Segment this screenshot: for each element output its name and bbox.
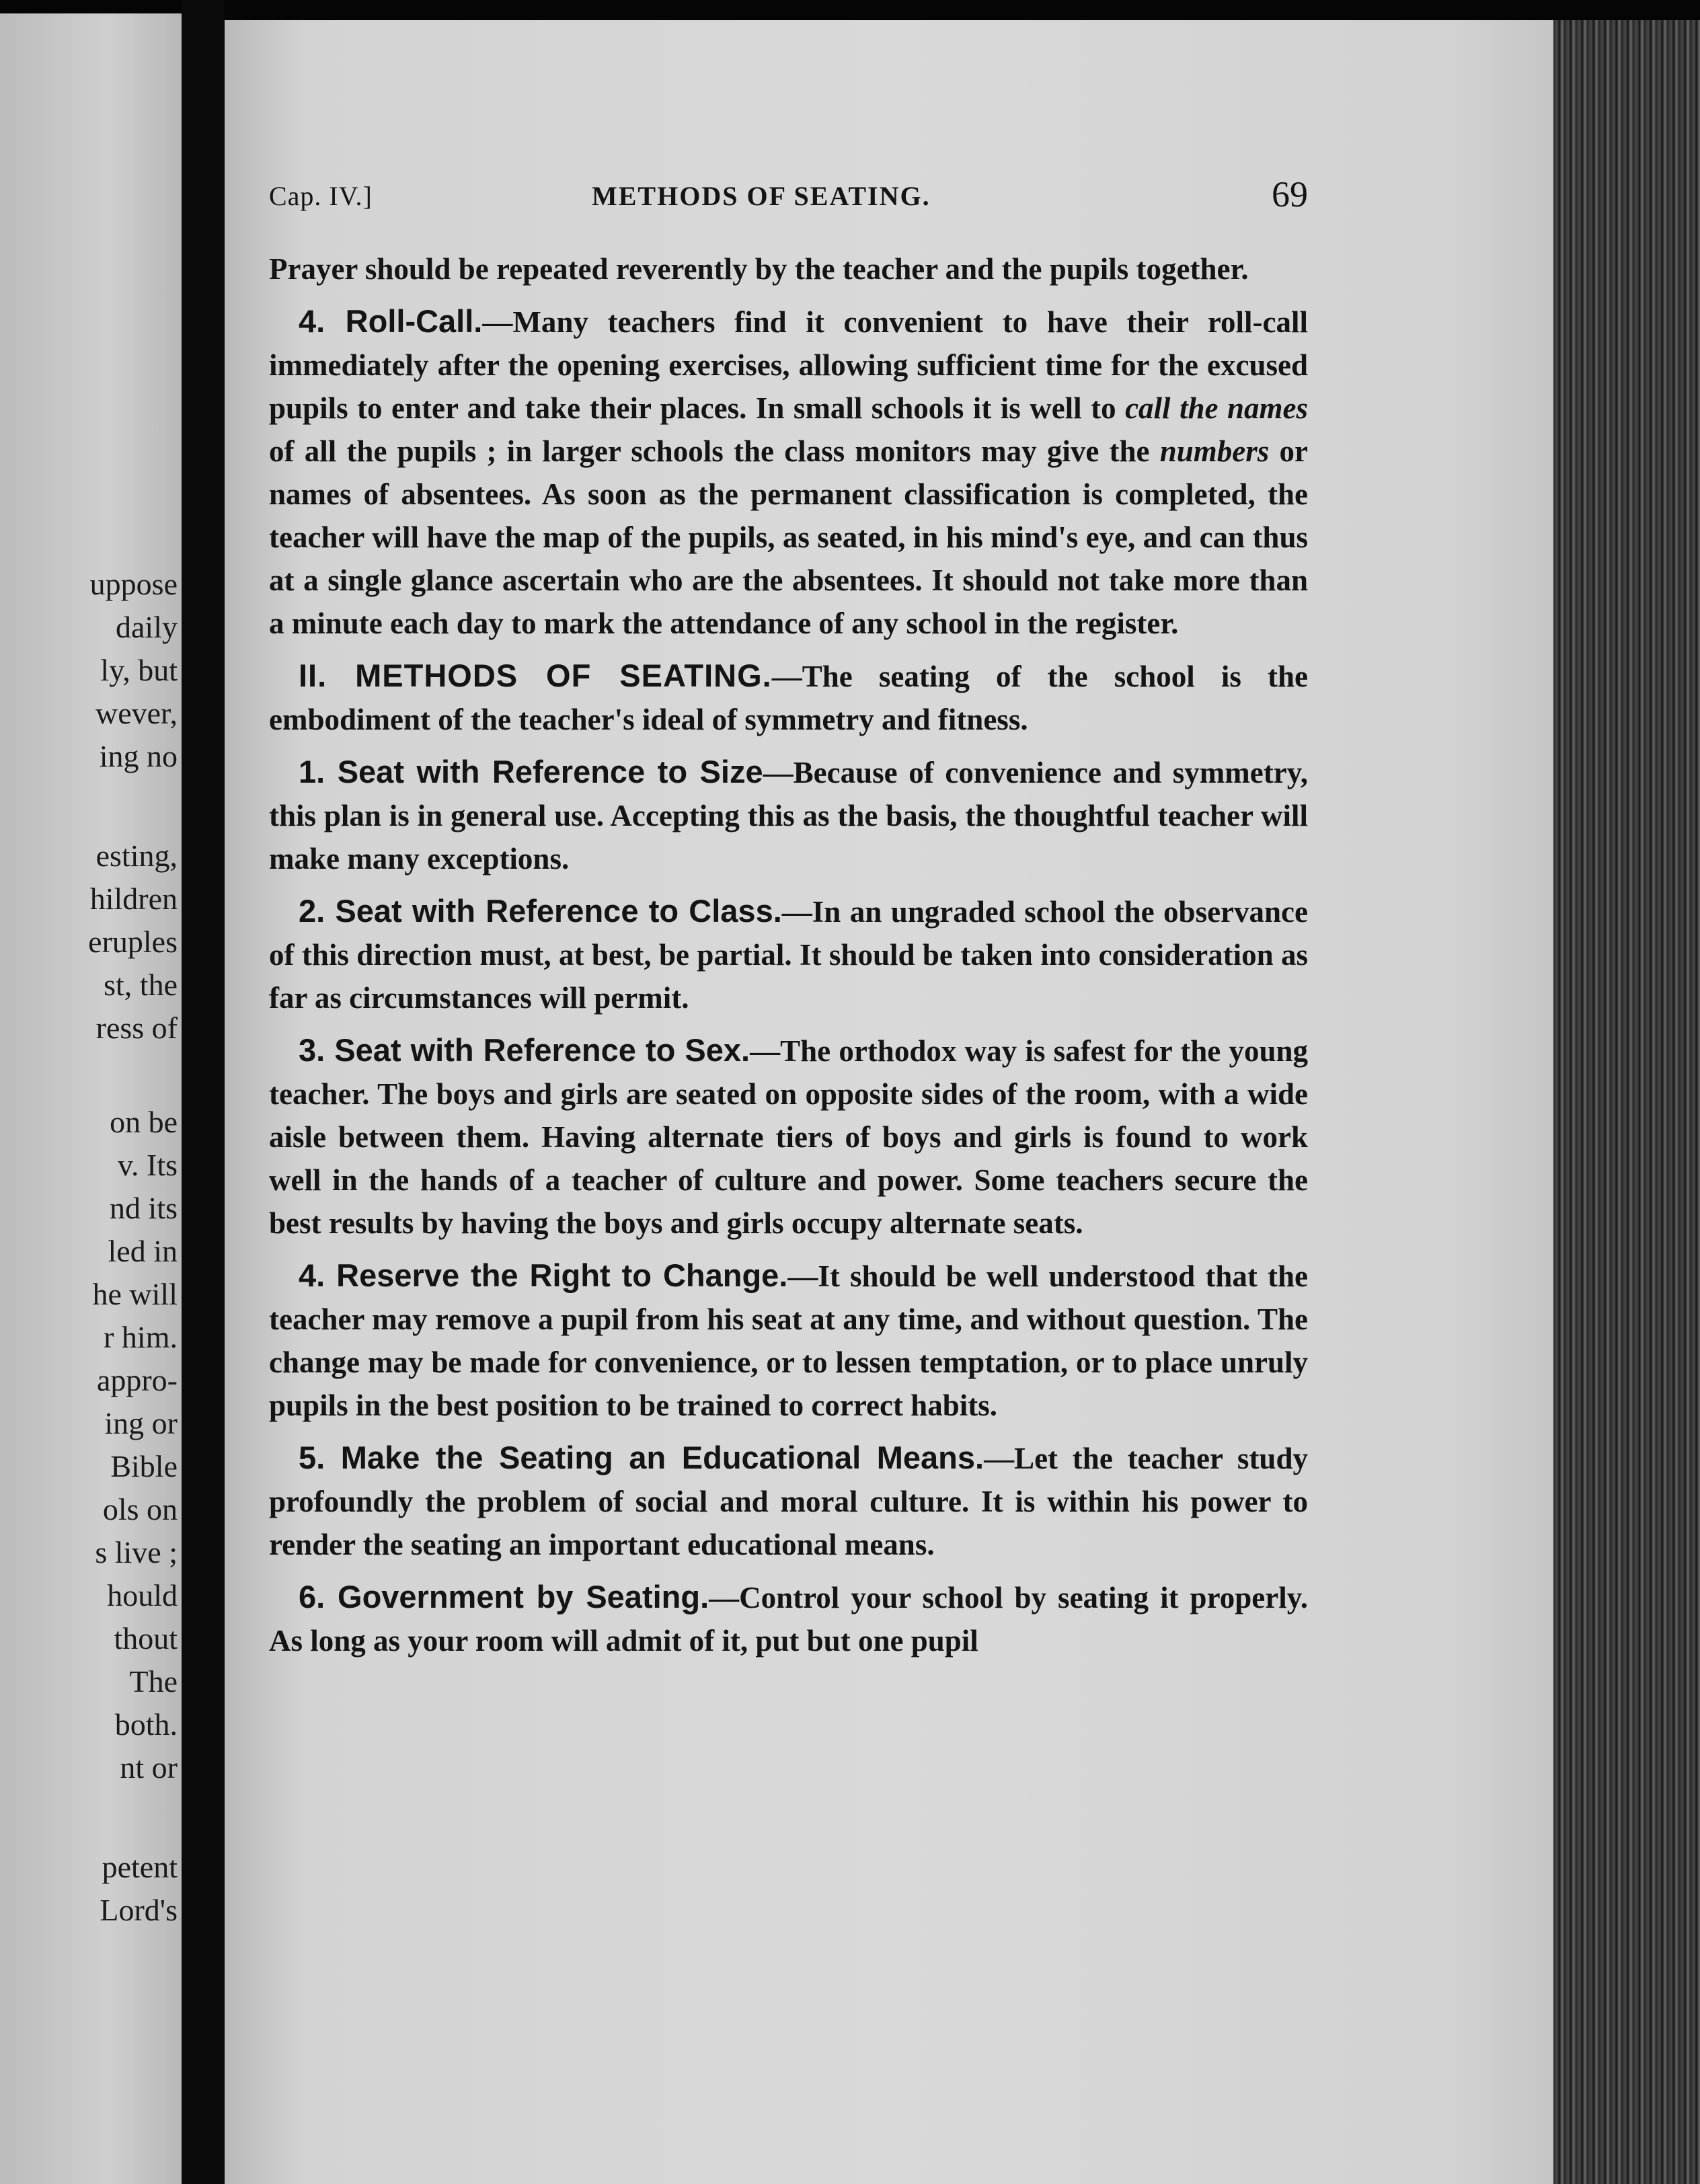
heading-sex: 3. Seat with Reference to Sex. [299,1032,750,1068]
left-line: appro- [96,1363,178,1397]
paragraph-text: of all the pupils ; in larger schools the class monitors may give the [269,434,1160,468]
left-line: both. [114,1707,178,1742]
page-body [269,247,1308,1672]
left-line: ols on [102,1492,178,1526]
left-line: The [129,1664,178,1699]
running-head [269,173,1308,221]
left-line: nt or [120,1750,178,1785]
paragraph-text: —Because of convenience and symmetry, this plan is in general use. Accepting this as the basis, the thoughtful teacher will make many exceptions. [269,756,1308,875]
left-line: daily [116,610,178,644]
left-line: eruples [88,925,178,959]
paragraph-text: —Control your school by seating it properly. As long as your room will admit of it, put but one pupil [269,1581,1308,1658]
paragraph-educational-means [269,1436,1308,1566]
page-edges [1553,20,1700,2184]
left-line: st, the [104,968,178,1002]
paragraph-methods-of-seating [269,654,1308,741]
left-line: petent [102,1850,178,1884]
left-page-fragment [0,13,182,2184]
paragraph-size [269,750,1308,880]
left-line: s live ; [95,1535,178,1569]
left-line: v. Its [117,1148,178,1182]
paragraph-class [269,890,1308,1019]
left-line: hould [107,1578,178,1612]
paragraph-text: Prayer should be repeated reverently by the teacher and the pupils together. [269,252,1249,286]
heading-educational-means: 5. Make the Seating an Educational Means. [299,1440,984,1475]
book-gutter [182,0,225,2184]
left-line: ress of [95,1011,178,1045]
paragraph-text: —Let the teacher study profoundly the problem of social and moral culture. It is within his power to render the seating an important educational means. [269,1442,1308,1561]
left-line: hildren [89,882,178,916]
heading-class: 2. Seat with Reference to Class. [299,893,782,929]
paragraph-text: —The seating of the school is the embodiment of the teacher's ideal of symmetry and fitness. [269,660,1309,736]
italic-text: numbers [1159,434,1270,468]
paragraph-text: or names of absentees. As soon as the permanent classification is completed, the teacher will have the map of the pupils, as seated, in his mind's eye, and can thus at a single glance ascertain who are the absentees. It should not take more than a minute each day to mark the attendance of any school in the register. [269,434,1308,640]
heading-methods-of-seating: II. METHODS OF SEATING. [299,658,772,693]
left-line: ing or [104,1406,178,1440]
paragraph-sex [269,1029,1308,1245]
left-line: wever, [95,696,178,730]
left-line: led in [108,1234,178,1268]
left-line: thout [114,1621,178,1655]
left-line: he will [92,1277,178,1311]
left-line: esting, [95,838,178,873]
chapter-label: Cap. IV.] [269,181,373,211]
paragraph-roll-call [269,300,1308,645]
heading-roll-call: 4. Roll-Call. [299,303,483,339]
paragraph-prayer [269,247,1308,290]
running-title: METHODS OF SEATING. [592,181,931,211]
paragraph-reserve-right [269,1254,1308,1427]
left-line: nd its [110,1191,178,1225]
heading-reserve-right: 4. Reserve the Right to Change. [299,1257,788,1293]
paragraph-text: —In an ungraded school the observance of this direction must, at best, be partial. It should be taken into consideration as far as circumstances will permit. [269,895,1309,1015]
paragraph-text: —Many teachers find it convenient to have their roll-call immediately after the opening exercises, allowing sufficient time for the excused pupils to enter and take their places. In small schools it is well to [269,305,1308,425]
page-number: 69 [1272,174,1308,214]
heading-government: 6. Government by Seating. [299,1579,709,1614]
left-line: ly, but [100,653,178,687]
paragraph-text: —It should be well understood that the teacher may remove a pupil from his seat at any time, and without question. The change may be made for convenience, or to lessen temptation, or to place unruly pupils in the best position to be trained to correct habits. [269,1259,1308,1422]
italic-text: call the names [1125,391,1308,425]
left-line: uppose [89,567,178,601]
left-line: ing no [99,739,178,773]
heading-size: 1. Seat with Reference to Size [299,754,763,789]
left-line: on be [110,1105,178,1139]
paragraph-text: —The orthodox way is safest for the young teacher. The boys and girls are seated on opposite sides of the room, with a wide aisle between them. Having alternate tiers of boys and girls is found to work well in the hands of a teacher of culture and power. Some teachers secure the best results by having the boys and girls occupy alternate seats. [269,1034,1309,1240]
left-line: Lord's [100,1893,178,1927]
paragraph-government [269,1575,1308,1662]
left-line: r him. [104,1320,178,1354]
left-line: Bible [110,1449,178,1483]
